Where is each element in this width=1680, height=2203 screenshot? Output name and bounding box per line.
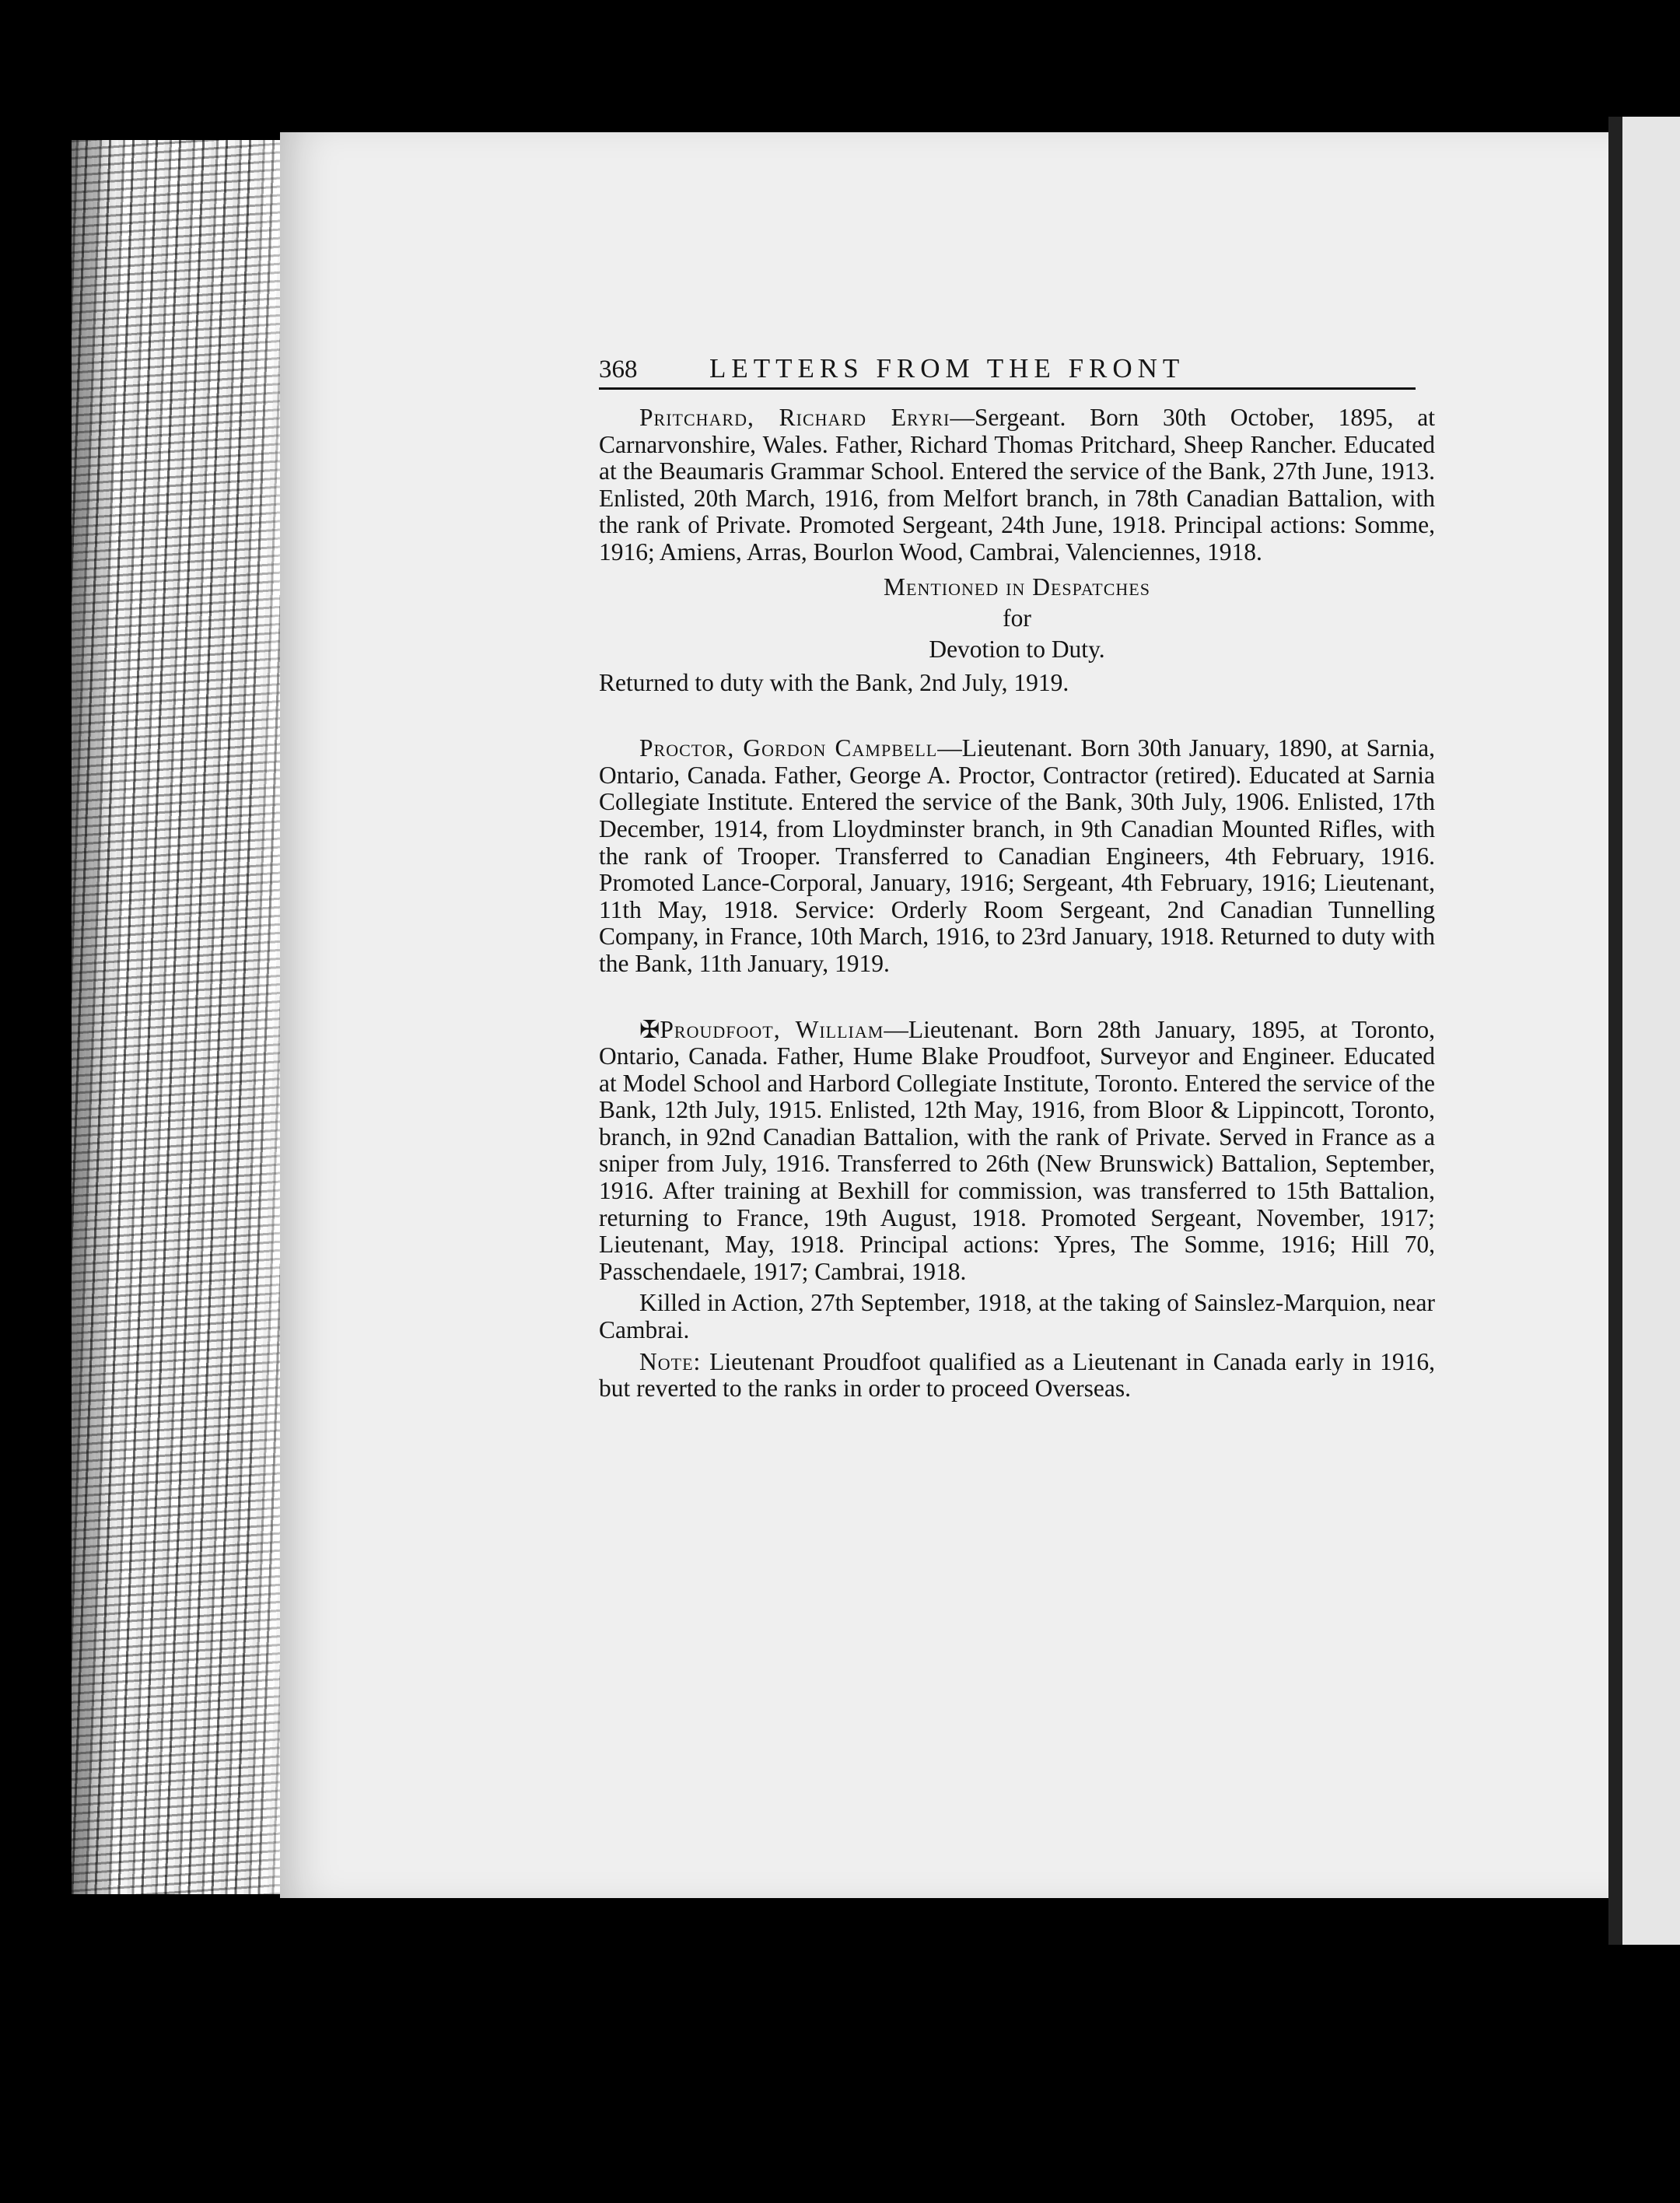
entry-killed: Killed in Action, 27th September, 1918, at the taking of Sainslez-Marquion, near Cambrai. [599, 1289, 1435, 1344]
entry-pritchard [599, 405, 1435, 696]
entry-closing: Returned to duty with the Bank, 2nd July, 1919. [599, 668, 1069, 696]
note-label: Note: [639, 1347, 702, 1375]
entry-text: —Sergeant. Born 30th October, 1895, at Carnarvonshire, Wales. Father, Richard Thomas Pritchard, Sheep Rancher. Educated at the Beaumaris Grammar School. Entered the service of the Bank, 27th June, 1913. Enlisted, 20th March, 1916, from Melfort branch, in 78th Canadian Battalion, with the rank of Private. Promoted Sergeant, 24th June, 1918. Principal actions: Somme, 1916; Amiens, Arras, Bourlon Wood, Cambrai, Valenciennes, 1918. [599, 404, 1436, 566]
honour-line: for [1003, 604, 1031, 632]
killed-cross-icon: ✠ [639, 1015, 660, 1043]
entry-proctor [599, 735, 1435, 977]
entry-proudfoot [599, 1017, 1435, 1403]
note-text: Lieutenant Proudfoot qualified as a Lieutenant in Canada early in 1916, but reverted to the ranks in order to proceed Overseas. [599, 1347, 1435, 1403]
entry-text: —Lieutenant. Born 30th January, 1890, at Sarnia, Ontario, Canada. Father, George A. Proctor, Contractor (retired). Educated at Sarnia Collegiate Institute. Entered the service of the Bank, 30th July, 1906. Enlisted, 17th December, 1914, from Lloydminster branch, in 9th Canadian Mounted Rifles, with the rank of Trooper. Transferred to Canadian Engineers, 4th February, 1916. Promoted Lance-Corporal, January, 1916; Sergeant, 4th February, 1916; Lieutenant, 11th May, 1918. Service: Orderly Room Sergeant, 2nd Canadian Tunnelling Company, in France, 10th March, 1916, to 23rd January, 1918. Returned to duty with the Bank, 11th January, 1919. [599, 734, 1436, 977]
running-head [599, 348, 1416, 390]
honour-line: Mentioned in Despatches [884, 573, 1150, 601]
book-gutter [1608, 117, 1622, 1945]
running-head-title: LETTERS FROM THE FRONT [709, 353, 1185, 384]
entry-name: Pritchard, Richard Eryri [639, 404, 950, 431]
honour-line: Devotion to Duty. [929, 635, 1105, 663]
entry-note [599, 1349, 1435, 1403]
entry-text: —Lieutenant. Born 28th January, 1895, at Toronto, Ontario, Canada. Father, Hume Blake Proudfoot, Surveyor and Engineer. Educated at Model School and Harbord Collegiate Institute, Toronto. Entered the service of the Bank, 12th July, 1915. Enlisted, 12th May, 1916, from Bloor & Lippincott, Toronto, branch, in 92nd Canadian Battalion, with the rank of Private. Served in France as a sniper from July, 1916. Transferred to 26th (New Brunswick) Battalion, September, 1916. After training at Bexhill for commission, was transferred to 15th Battalion, returning to France, 19th August, 1918. Promoted Sergeant, November, 1917; Lieutenant, May, 1918. Principal actions: Ypres, The Somme, 1916; Hill 70, Passchendaele, 1917; Cambrai, 1918. [599, 1015, 1435, 1285]
entry-paragraph [599, 735, 1435, 977]
entry-name: Proctor, Gordon Campbell [639, 734, 938, 762]
honour-block [599, 572, 1435, 665]
page-body [599, 405, 1435, 1441]
entry-paragraph [599, 405, 1435, 566]
book-page-edges [72, 140, 305, 1894]
page-number: 368 [599, 355, 638, 384]
facing-page-edge [1622, 117, 1680, 1945]
entry-name: Proudfoot, William [660, 1015, 884, 1043]
entry-paragraph [599, 1017, 1435, 1286]
